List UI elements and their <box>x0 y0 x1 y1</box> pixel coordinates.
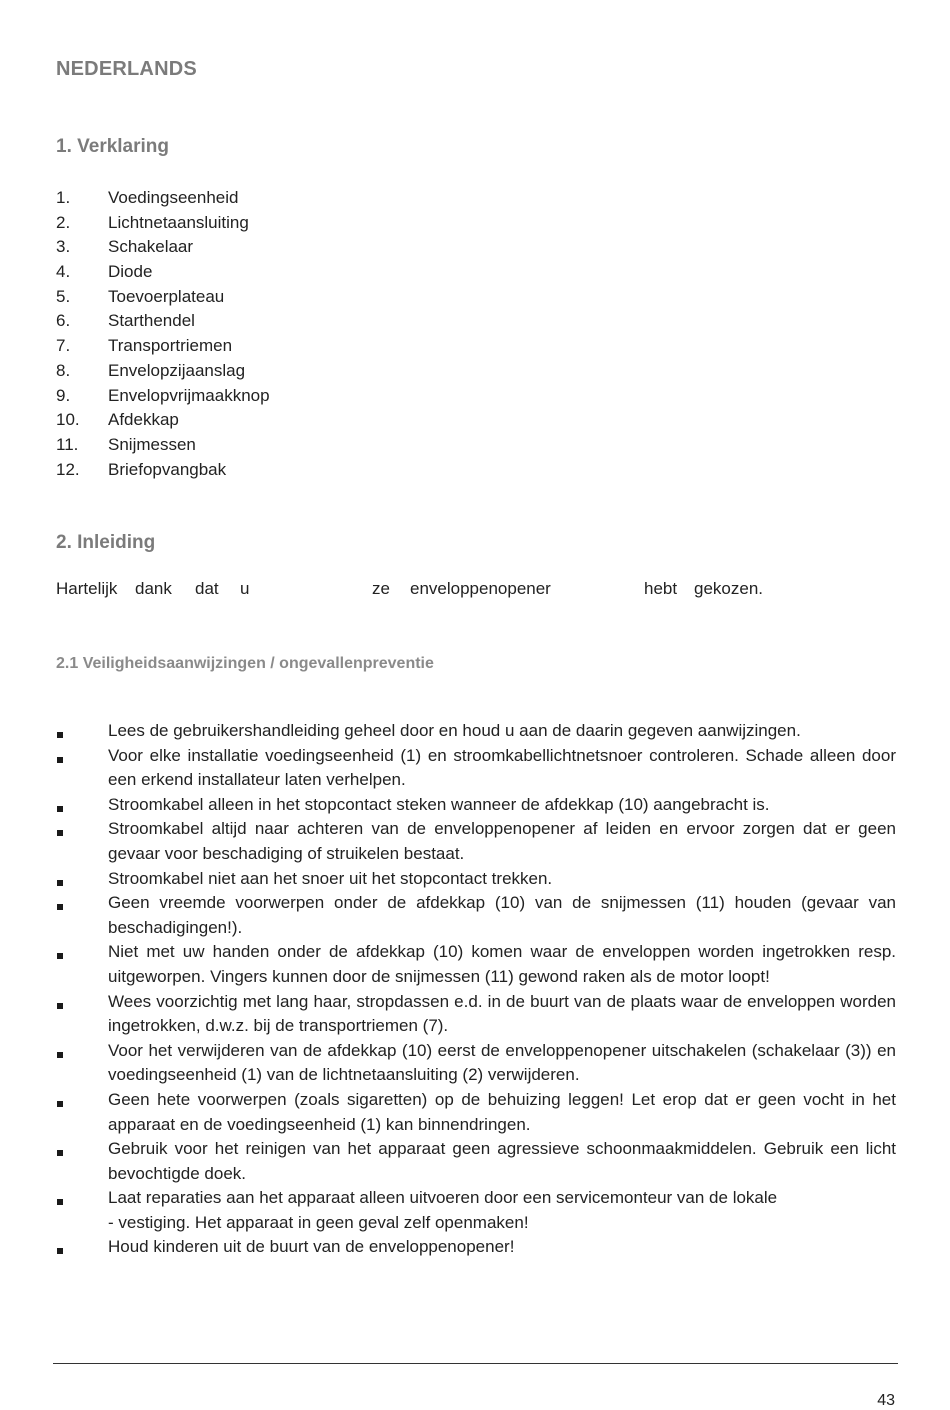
section-heading-veiligheid: 2.1 Veiligheidsaanwijzingen / ongevallenpreventie <box>56 655 434 672</box>
intro-word: Hartelijk <box>56 579 118 598</box>
safety-item-text: Voor het verwijderen van de afdekkap (10) eerst de enveloppenopener uitschakelen (schakelaar (3)) en voedingseenheid (1) van de lichtnetaansluiting (2) verwijderen. <box>108 1040 896 1085</box>
legend-item <box>56 260 556 285</box>
legend-item <box>56 359 556 384</box>
legend-item <box>56 384 556 409</box>
legend-item-label: Briefopvangbak <box>108 459 227 479</box>
intro-word: dat <box>195 579 219 598</box>
legend-item-number: 9. <box>56 385 71 405</box>
bullet-square-icon <box>57 953 63 959</box>
intro-word: u <box>240 579 250 598</box>
legend-item <box>56 433 556 458</box>
intro-word: dank <box>135 579 172 598</box>
safety-item-text: Gebruik voor het reinigen van het apparaat geen agressieve schoonmaakmiddelen. Gebruik een licht bevochtigde doek. <box>108 1139 896 1183</box>
bullet-square-icon <box>57 830 63 836</box>
safety-item-text: Houd kinderen uit de buurt van de enveloppenopener! <box>108 1237 515 1257</box>
language-title: NEDERLANDS <box>56 58 197 80</box>
legend-item-number: 8. <box>56 360 71 380</box>
safety-item-text: Stroomkabel niet aan het snoer uit het stopcontact trekken. <box>108 868 553 888</box>
legend-item-number: 12. <box>56 459 80 479</box>
legend-item-number: 10. <box>56 410 80 430</box>
legend-item-number: 11. <box>56 434 79 454</box>
safety-item <box>56 940 896 989</box>
footer-divider <box>53 1363 898 1364</box>
intro-word: enveloppenopener <box>410 579 551 598</box>
legend-item-number: 2. <box>56 212 71 232</box>
legend-item-label: Starthendel <box>108 311 195 331</box>
legend-item <box>56 285 556 310</box>
legend-item <box>56 309 556 334</box>
legend-item-number: 7. <box>56 336 71 356</box>
legend-item <box>56 211 556 236</box>
safety-item-text: Laat reparaties aan het apparaat alleen uitvoeren door een servicemonteur van de lokale - vestiging. Het apparaat in geen geval zelf openmaken! <box>108 1188 778 1232</box>
bullet-square-icon <box>57 904 63 910</box>
safety-item-text: Lees de gebruikershandleiding geheel door en houd u aan de daarin gegeven aanwijzingen. <box>108 721 801 740</box>
bullet-square-icon <box>57 880 63 886</box>
safety-instructions-list <box>56 719 896 1260</box>
safety-item <box>56 793 896 818</box>
legend-item-label: Schakelaar <box>108 237 194 257</box>
section-heading-verklaring: 1. Verklaring <box>56 136 170 157</box>
bullet-square-icon <box>57 757 63 763</box>
legend-item-label: Envelopzijaanslag <box>108 360 246 380</box>
page-number: 43 <box>877 1392 895 1409</box>
safety-item <box>56 990 896 1039</box>
intro-word: ze <box>372 579 390 598</box>
bullet-square-icon <box>57 1101 63 1107</box>
safety-item-text: Geen vreemde voorwerpen onder de afdekkap (10) van de snijmessen (11) houden (gevaar van beschadigingen!). <box>108 893 896 937</box>
legend-item-label: Envelopvrijmaakknop <box>108 385 270 405</box>
legend-item-label: Transportriemen <box>108 336 233 356</box>
intro-word: gekozen. <box>694 579 763 598</box>
safety-item-text: Niet met uw handen onder de afdekkap (10) komen waar de enveloppen worden ingetrokken resp. uitgeworpen. Vingers kunnen door de snijmessen (11) gewond raken als de motor loopt! <box>108 942 896 986</box>
safety-item <box>56 891 896 940</box>
legend-item <box>56 186 556 211</box>
bullet-square-icon <box>57 1248 63 1254</box>
safety-item <box>56 1039 896 1088</box>
safety-item <box>56 1137 896 1186</box>
legend-item-label: Snijmessen <box>108 434 196 454</box>
intro-paragraph <box>56 577 816 601</box>
legend-item <box>56 408 556 433</box>
safety-item-text: Stroomkabel alleen in het stopcontact steken wanneer de afdekkap (10) aangebracht is. <box>108 794 770 814</box>
bullet-square-icon <box>57 1150 63 1156</box>
legend-item-label: Afdekkap <box>108 410 179 430</box>
legend-item-label: Voedingseenheid <box>108 188 239 207</box>
legend-item <box>56 235 556 260</box>
safety-item <box>56 744 896 793</box>
legend-item-number: 4. <box>56 262 71 282</box>
legend-item <box>56 334 556 359</box>
safety-item-text: Voor elke installatie voedingseenheid (1) en stroomkabellichtnetsnoer controleren. Schade alleen door een erkend installateur laten verhelpen. <box>108 745 896 790</box>
legend-item-label: Diode <box>108 262 153 282</box>
legend-item-number: 5. <box>56 286 71 306</box>
intro-word: hebt <box>644 579 678 598</box>
section-heading-inleiding: 2. Inleiding <box>56 532 156 553</box>
bullet-square-icon <box>57 1052 63 1058</box>
legend-item <box>56 458 556 483</box>
legend-item-label: Lichtnetaansluiting <box>108 212 249 232</box>
bullet-square-icon <box>57 1199 63 1205</box>
legend-item-number: 1. <box>56 188 71 207</box>
bullet-square-icon <box>57 1003 63 1009</box>
safety-item <box>56 1186 896 1235</box>
bullet-square-icon <box>57 732 63 738</box>
safety-item <box>56 719 896 744</box>
safety-item <box>56 1235 896 1260</box>
legend-item-number: 3. <box>56 237 71 257</box>
component-legend-list <box>56 186 556 482</box>
bullet-square-icon <box>57 806 63 812</box>
legend-item-number: 6. <box>56 311 71 331</box>
safety-item-text: Wees voorzichtig met lang haar, stropdassen e.d. in de buurt van de plaats waar de enveloppen worden ingetrokken, d.w.z. bij de transportriemen (7). <box>108 991 896 1036</box>
safety-item <box>56 817 896 866</box>
safety-item-text: Stroomkabel altijd naar achteren van de enveloppenopener af leiden en ervoor zorgen dat er geen gevaar voor beschadiging of struikelen bestaat. <box>108 819 896 863</box>
safety-item <box>56 867 896 892</box>
legend-item-label: Toevoerplateau <box>108 286 225 306</box>
safety-item-text: Geen hete voorwerpen (zoals sigaretten) op de behuizing leggen! Let erop dat er geen vocht in het apparaat en de voedingseenheid (1) kan binnendringen. <box>108 1089 896 1134</box>
safety-item <box>56 1088 896 1137</box>
